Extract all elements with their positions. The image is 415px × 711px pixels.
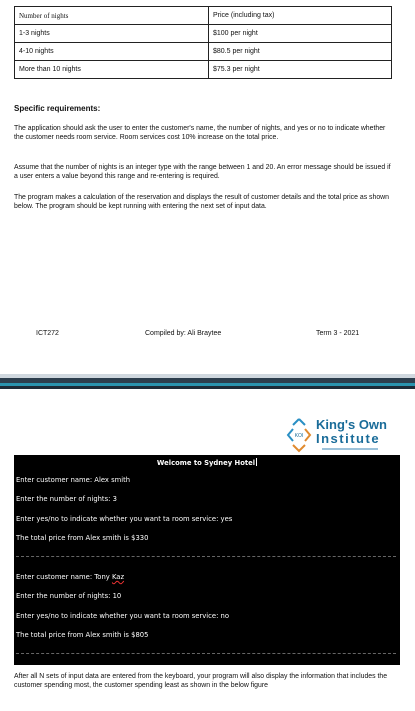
console-line: Enter customer name: Tony Kaz [16,573,125,581]
console-line: Enter yes/no to indicate whether you want ta room service: yes [16,515,233,523]
table-cell: $100 per night [209,25,392,43]
logo-line2: Institute [316,431,381,446]
logo-line1: King's Own [316,417,387,432]
console-separator [16,653,396,654]
logo-wordmark [316,418,387,446]
table-cell: More than 10 nights [15,61,209,79]
table-header-cell: Price (including tax) [209,7,392,25]
console-title: Welcome to Sydney Hotel [156,459,256,467]
console-line: Enter yes/no to indicate whether you want ta room service: no [16,612,230,620]
section-title: Specific requirements: [14,104,101,113]
table-header-row [15,7,392,25]
requirement-paragraph: The program makes a calculation of the reservation and displays the result of customer details and the total price as shown below. The program should be kept running with entering the next set of input data. [14,194,389,210]
console-line: Enter customer name: Alex smith [16,476,131,484]
page-divider-bottom [0,386,415,389]
requirement-paragraph: Assume that the number of nights is an integer type with the range between 1 and 20. An error message should be issued if a user enters a value beyond this range and re-entering is required. [14,164,391,180]
table-cell: 4-10 nights [15,43,209,61]
logo-tagline-bar [322,448,378,450]
table-cell: $75.3 per night [209,61,392,79]
table-row [15,61,392,79]
price-table [14,6,392,79]
console-output [14,455,400,665]
text-cursor [256,458,257,466]
footer-term: Term 3 - 2021 [316,330,360,337]
console-line: Enter the number of nights: 3 [16,495,117,503]
console-line: Enter the number of nights: 10 [16,592,122,600]
table-cell: 1-3 nights [15,25,209,43]
koi-logo-icon [285,417,313,453]
logo-badge: KOI [294,433,304,439]
console-line: The total price from Alex smith is $805 [16,631,149,639]
table-row [15,43,392,61]
console-line: The total price from Alex smith is $330 [16,534,149,542]
console-separator [16,556,396,557]
table-row [15,25,392,43]
closing-paragraph: After all N sets of input data are entered from the keyboard, your program will also display the information that includes the customer spending most, the customer spending least as shown in the below figure [14,673,388,689]
footer-author: Compiled by: Ali Braytee [145,330,222,337]
table-cell: $80.5 per night [209,43,392,61]
footer-course: ICT272 [36,330,59,337]
requirement-paragraph: The application should ask the user to enter the customer's name, the number of nights, and yes or no to indicate whether the customer needs room service. Room services cost 10% increase on the total price. [14,125,386,141]
table-header-cell: Number of nights [15,7,209,25]
